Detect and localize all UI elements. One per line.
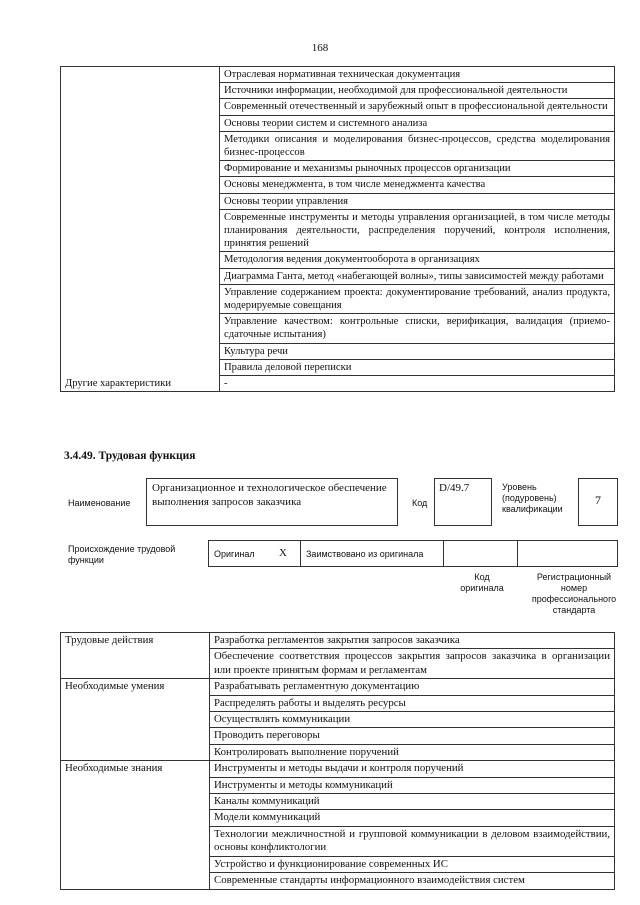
other-characteristics-value: - <box>220 376 615 392</box>
table-row: Обеспечение соответствия процессов закрытия запросов заказчика в организации или проекте принятым формам и регламентам <box>210 649 615 679</box>
table-row: Управление качеством: контрольные списки, верификация, валидация (приемо-сдаточные испытания) <box>220 314 615 343</box>
table-row: Осуществлять коммуникации <box>210 712 615 728</box>
table-row: Современные стандарты информационного взаимодействия систем <box>210 873 615 889</box>
knowledge-label: Необходимые знания <box>61 761 210 889</box>
level-label: Уровень (подуровень) квалификации <box>502 482 563 514</box>
table-row: Распределять работы и выделять ресурсы <box>210 695 615 711</box>
table-row: Методология ведения документооборота в организациях <box>220 252 615 268</box>
skills-label: Необходимые умения <box>61 679 210 761</box>
original-label: Оригинал <box>214 549 255 559</box>
knowledge-table-continued <box>60 66 615 392</box>
origin-label: Происхождение трудовой функции <box>68 544 176 565</box>
function-details-table <box>60 632 615 890</box>
table-row: Проводить переговоры <box>210 728 615 744</box>
divider <box>300 541 301 566</box>
table-row: Инструменты и методы выдачи и контроля поручений <box>210 761 615 777</box>
reg-number-caption: Регистрационный номер профессионального стандарта <box>531 572 617 615</box>
actions-label: Трудовые действия <box>61 633 210 679</box>
table-row: Современный отечественный и зарубежный опыт в профессиональной деятельности <box>220 99 615 115</box>
other-characteristics-label: Другие характеристики <box>61 376 220 392</box>
table-row: Модели коммуникаций <box>210 810 615 826</box>
empty-label-cell <box>61 67 220 376</box>
code-box <box>434 478 492 526</box>
function-name-box <box>146 478 398 526</box>
table-row: Устройство и функционирование современных ИС <box>210 856 615 872</box>
table-row: Методики описания и моделирования бизнес-процессов, средства моделирования бизнес-процессов <box>220 131 615 160</box>
code-label: Код <box>412 498 428 508</box>
table-row: Основы теории систем и системного анализа <box>220 115 615 131</box>
table-row: Контролировать выполнение поручений <box>210 744 615 760</box>
table-row: Правила деловой переписки <box>220 359 615 375</box>
level-value: 7 <box>595 493 601 507</box>
table-row: Источники информации, необходимой для профессиональной деятельности <box>220 83 615 99</box>
function-name: Организационное и технологическое обеспечение выполнения запросов заказчика <box>152 482 387 508</box>
table-row: Инструменты и методы коммуникаций <box>210 777 615 793</box>
divider <box>517 541 518 566</box>
table-row: Культура речи <box>220 343 615 359</box>
origin-row <box>208 540 618 567</box>
code-original-caption: Код оригинала <box>460 572 504 593</box>
table-row: Каналы коммуникаций <box>210 794 615 810</box>
level-box <box>578 478 618 526</box>
table-row: Современные инструменты и методы управления организацией, в том числе методы планирования деятельности, распределения поручений, контроля исполнения, принятия решений <box>220 209 615 252</box>
code-value: D/49.7 <box>439 482 470 494</box>
table-row: Основы менеджмента, в том числе менеджмента качества <box>220 177 615 193</box>
borrowed-label: Заимствовано из оригинала <box>306 549 424 559</box>
table-row: Диаграмма Ганта, метод «набегающей волны», типы зависимостей между работами <box>220 268 615 284</box>
divider <box>443 541 444 566</box>
table-row: Технологии межличностной и групповой коммуникации в деловом взаимодействии, основы конфликтологии <box>210 826 615 856</box>
original-mark: X <box>279 547 287 559</box>
name-label: Наименование <box>68 498 131 508</box>
table-row: Управление содержанием проекта: документирование требований, анализ продукта, модерируемые совещания <box>220 284 615 313</box>
page-number: 168 <box>311 42 329 54</box>
table-row: Формирование и механизмы рыночных процессов организации <box>220 161 615 177</box>
table-row: Разрабатывать регламентную документацию <box>210 679 615 695</box>
table-row: Основы теории управления <box>220 193 615 209</box>
table-row: Отраслевая нормативная техническая документация <box>220 67 615 83</box>
section-title: 3.4.49. Трудовая функция <box>64 450 196 462</box>
table-row: Разработка регламентов закрытия запросов заказчика <box>210 633 615 649</box>
